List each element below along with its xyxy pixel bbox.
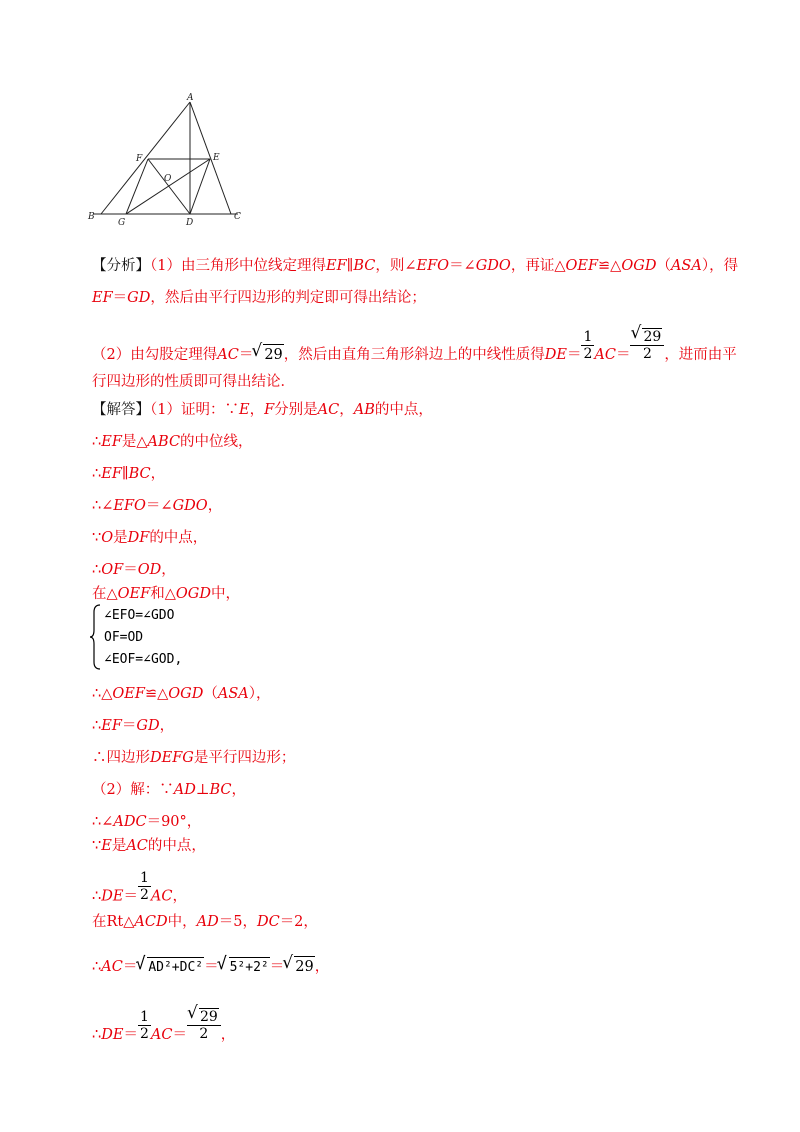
text: ＝	[123, 888, 138, 905]
text: 分别是	[274, 402, 318, 418]
text: BC	[209, 782, 232, 798]
solution-line-1	[92, 400, 433, 420]
text: ），	[248, 686, 271, 702]
text: （	[656, 258, 671, 274]
text: DE	[101, 888, 124, 905]
text: GDO	[475, 258, 511, 274]
text: OF	[101, 562, 124, 578]
text: ，	[150, 466, 166, 482]
segment-FD	[148, 159, 190, 214]
analysis-line-1	[92, 256, 738, 276]
solution-line-6	[92, 560, 176, 580]
label-A: A	[187, 93, 194, 103]
text: 在△	[92, 586, 118, 602]
text: ＝2，	[279, 914, 318, 930]
text: （	[203, 686, 218, 702]
text: ），得	[701, 258, 739, 274]
solution-tag: 【解答】	[92, 402, 150, 418]
text: ＝	[123, 562, 138, 578]
text: EF∥BC	[101, 466, 151, 482]
label-C: C	[234, 212, 241, 222]
text: ∴四边形	[92, 750, 150, 766]
text: OGD	[621, 258, 657, 274]
text: DEFG	[150, 750, 194, 766]
text: GD	[127, 290, 151, 306]
solution-line-3	[92, 464, 165, 484]
solution-line-4	[92, 496, 222, 516]
text: OGD	[175, 586, 211, 602]
system-line-3: ∠EOF=∠GOD,	[104, 652, 183, 667]
text: AC	[101, 959, 123, 975]
text: 的中点，	[147, 838, 206, 854]
text: AC	[150, 888, 173, 905]
text: ，	[220, 1027, 236, 1043]
text: ＝	[112, 290, 128, 306]
text: GD	[136, 718, 160, 734]
text: EF∥BC	[325, 258, 376, 274]
text: ，	[207, 498, 223, 514]
text: O	[101, 530, 114, 546]
fraction-sqrt: √ $\frac{29}{2}$	[630, 328, 664, 362]
label-D: D	[186, 218, 194, 228]
text: ，	[249, 402, 265, 418]
solution-line-7	[92, 584, 240, 604]
solution-line-17	[92, 1008, 236, 1052]
text: ＝	[238, 347, 254, 363]
text: ，然后由平行四边形的判定即可得出结论；	[150, 290, 426, 306]
text: EFO	[416, 258, 450, 274]
segment-FG	[126, 159, 148, 214]
text: DE	[101, 1027, 124, 1043]
text: F	[264, 402, 275, 418]
text: （2）解：∵	[92, 782, 174, 798]
text: ⊥	[195, 782, 210, 798]
text: ASA	[217, 686, 249, 702]
solution-line-12	[92, 812, 201, 832]
text: GDO	[172, 498, 208, 514]
solution-line-10	[92, 748, 295, 768]
text: ＝	[566, 347, 582, 363]
text: AC	[594, 347, 616, 363]
text: 的中点，	[374, 402, 433, 418]
text: （1）证明：∵	[150, 402, 239, 418]
text: ∴	[92, 718, 102, 734]
text: EFO	[113, 498, 146, 514]
text: ，进而由平	[664, 347, 737, 363]
text: ∴	[92, 434, 102, 450]
text: EF	[101, 434, 122, 450]
text: ACD	[134, 914, 168, 930]
solution-line-2	[92, 432, 253, 452]
solution-line-11	[92, 780, 246, 800]
text: DF	[127, 530, 150, 546]
sqrt-expression: √ AD²+DC²	[137, 957, 204, 978]
text: ∴	[92, 562, 102, 578]
analysis-line-2	[92, 288, 426, 308]
text: 是	[113, 530, 128, 546]
text: 是	[111, 838, 127, 854]
text: ，再证△	[510, 258, 566, 274]
text: ≌△	[598, 258, 622, 274]
text: ＝90°，	[146, 814, 202, 830]
text: ∴	[92, 959, 102, 975]
text: ∴△	[92, 686, 113, 702]
text: ，则∠	[375, 258, 417, 274]
text: （2）由勾股定理得	[92, 347, 218, 363]
fraction-sqrt: √ $\frac{29}{2}$	[187, 1008, 221, 1042]
text: DC	[256, 914, 280, 930]
text: ≌△	[144, 686, 169, 702]
text: ，	[161, 562, 176, 578]
text: ABC	[147, 434, 181, 450]
fraction: $\frac{1}{2}$	[139, 1008, 149, 1042]
text: AC	[150, 1027, 173, 1043]
text: ＝	[269, 959, 285, 975]
text: ∵	[92, 838, 102, 854]
text: ＝	[122, 959, 138, 975]
analysis-line-3	[92, 328, 737, 372]
text: OGD	[168, 686, 204, 702]
text: ＝	[204, 959, 219, 975]
text: ＝	[615, 347, 631, 363]
label-B: B	[88, 212, 95, 222]
text: ＝	[121, 718, 137, 734]
segment-ED	[190, 159, 210, 214]
label-G: G	[118, 218, 126, 228]
analysis-line-4	[92, 372, 295, 392]
text: ASA	[670, 258, 702, 274]
text: ＝∠	[449, 258, 476, 274]
label-O: O	[164, 174, 172, 184]
text: AB	[353, 402, 375, 418]
fraction: $\frac{1}{2}$	[139, 870, 149, 903]
sqrt-expression: √ 29	[253, 344, 283, 365]
text: AD	[196, 914, 219, 930]
text: OEF	[565, 258, 599, 274]
text: ∴∠	[92, 498, 114, 514]
text: 的中点，	[149, 530, 208, 546]
text: 中，	[210, 586, 240, 602]
solution-line-13	[92, 836, 206, 856]
solution-line-8	[92, 684, 271, 704]
text: 中，	[167, 914, 197, 930]
text: ∴	[92, 466, 102, 482]
text: ，	[172, 888, 187, 905]
solution-line-5	[92, 528, 207, 548]
text: AC	[126, 838, 148, 854]
text: ＝	[123, 1027, 138, 1043]
text: EF	[101, 718, 122, 734]
solution-line-16	[92, 956, 329, 978]
label-E: E	[213, 153, 220, 163]
text: ＝5，	[218, 914, 257, 930]
text: ，然后由直角三角形斜边上的中线性质得	[283, 347, 545, 363]
system-line-2: OF=OD	[104, 630, 144, 645]
sqrt-expression: √ 29	[284, 956, 314, 977]
system-line-1: ∠EFO=∠GDO	[104, 608, 175, 623]
text: ＝	[172, 1027, 187, 1043]
fraction: $\frac{1}{2}$	[583, 328, 593, 362]
text: DE	[544, 347, 567, 363]
analysis-tag: 【分析】	[92, 258, 150, 274]
text: EF	[92, 290, 113, 306]
left-brace-icon	[90, 604, 102, 670]
text: 行四边形的性质即可得出结论．	[92, 374, 295, 390]
text: ADC	[113, 814, 147, 830]
text: AC	[217, 347, 239, 363]
text: ∴∠	[92, 814, 114, 830]
text: 在Rt△	[92, 914, 135, 930]
text: E	[238, 402, 250, 418]
text: ∴	[92, 1027, 102, 1043]
text: 是△	[121, 434, 148, 450]
text: AD	[173, 782, 196, 798]
solution-line-14	[92, 870, 187, 913]
solution-line-15	[92, 912, 318, 932]
text: AC	[317, 402, 340, 418]
text: ，	[231, 782, 247, 798]
text: （1）由三角形中位线定理得	[150, 258, 326, 274]
sqrt-expression: √ 5²+2²	[219, 957, 270, 978]
label-F: F	[136, 154, 143, 164]
text: 是平行四边形；	[193, 750, 296, 766]
text: ∵	[92, 530, 102, 546]
text: OD	[137, 562, 162, 578]
text: E	[101, 838, 112, 854]
text: ，	[159, 718, 175, 734]
solution-line-9	[92, 716, 174, 736]
text: OEF	[112, 686, 145, 702]
text: ，	[314, 959, 330, 975]
text: ，	[339, 402, 354, 418]
text: ＝∠	[145, 498, 173, 514]
text: 和△	[150, 586, 176, 602]
text: ∴	[92, 888, 102, 905]
geometry-figure	[86, 92, 256, 232]
text: OEF	[117, 586, 151, 602]
text: 的中位线，	[180, 434, 253, 450]
